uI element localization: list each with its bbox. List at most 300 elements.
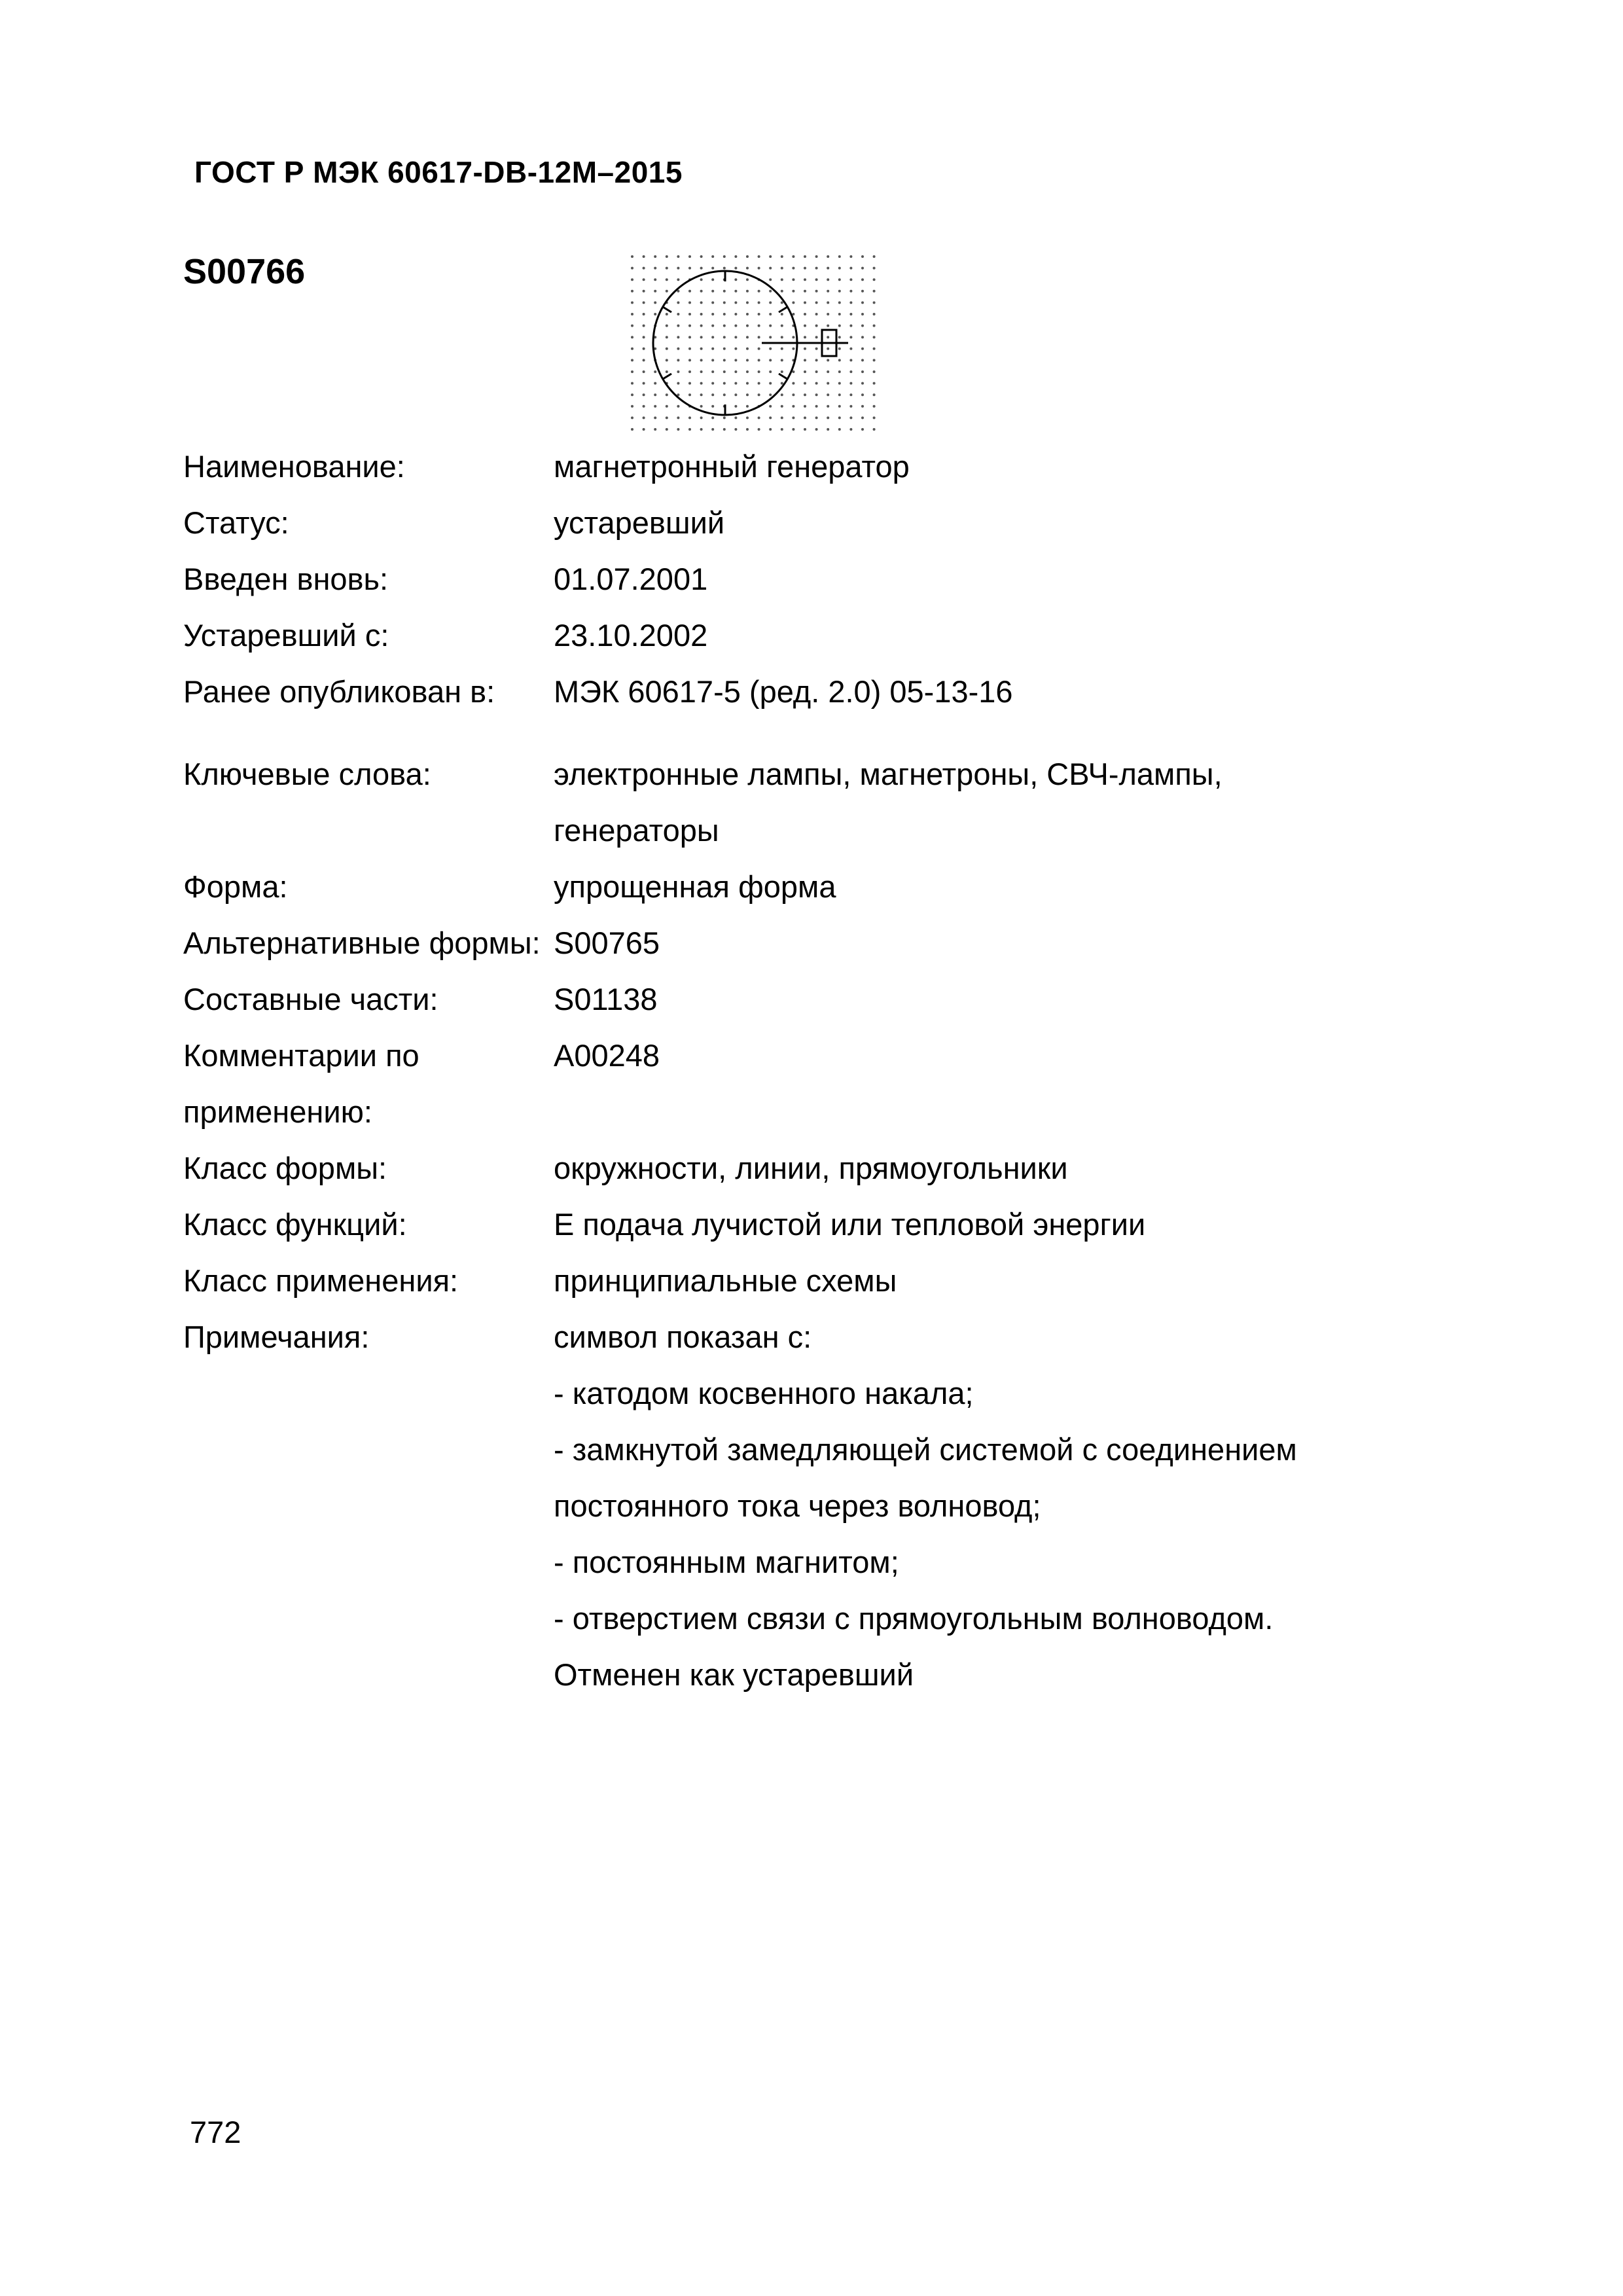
field-row — [183, 915, 1427, 971]
grid-dot — [873, 393, 876, 396]
grid-dot — [849, 255, 852, 258]
grid-dot — [815, 336, 818, 338]
grid-dot — [758, 255, 760, 258]
grid-dot — [781, 382, 783, 385]
grid-dot — [873, 370, 876, 373]
grid-dot — [849, 313, 852, 315]
grid-dot — [849, 370, 852, 373]
grid-dot — [643, 313, 645, 315]
grid-dot — [838, 393, 841, 396]
field-row — [183, 1140, 1427, 1196]
grid-dot — [792, 382, 794, 385]
symbol-id: S00766 — [183, 252, 306, 291]
grid-dot — [838, 359, 841, 361]
grid-dot — [769, 428, 772, 431]
grid-dot — [666, 348, 668, 350]
grid-dot — [861, 348, 864, 350]
grid-dot — [734, 348, 737, 350]
grid-dot — [666, 393, 668, 396]
grid-dot — [873, 278, 876, 281]
grid-dot — [781, 428, 783, 431]
grid-dot — [677, 382, 679, 385]
grid-dot — [677, 267, 679, 270]
grid-dot — [666, 278, 668, 281]
grid-dot — [792, 405, 794, 408]
grid-dot — [643, 359, 645, 361]
grid-dot — [677, 416, 679, 419]
grid-dot — [746, 313, 749, 315]
grid-dot — [792, 278, 794, 281]
field-value — [554, 607, 1427, 664]
grid-dot — [643, 348, 645, 350]
grid-dot — [631, 428, 633, 431]
document-title: ГОСТ Р МЭК 60617-DB-12M–2015 — [194, 155, 683, 189]
grid-dot — [873, 336, 876, 338]
field-value-line: упрощенная форма — [554, 869, 836, 904]
grid-dot — [781, 416, 783, 419]
grid-dot — [677, 313, 679, 315]
grid-dot — [873, 348, 876, 350]
grid-dot — [677, 301, 679, 304]
field-value-line: электронные лампы, магнетроны, СВЧ-лампы, — [554, 757, 1222, 791]
grid-dot — [643, 325, 645, 327]
page-number: 772 — [190, 2115, 241, 2149]
grid-dot — [827, 348, 829, 350]
grid-dot — [792, 290, 794, 293]
grid-dot — [643, 382, 645, 385]
tick-upper-left — [663, 307, 671, 312]
grid-dot — [792, 348, 794, 350]
field-label: Составные части: — [183, 982, 438, 1016]
grid-dot — [792, 255, 794, 258]
grid-dot — [688, 370, 691, 373]
grid-dot — [827, 313, 829, 315]
grid-dot — [711, 359, 714, 361]
field-value-line: устаревший — [554, 505, 725, 540]
grid-dot — [746, 325, 749, 327]
grid-dot — [688, 382, 691, 385]
grid-dot — [861, 359, 864, 361]
grid-dot — [804, 393, 806, 396]
field-row — [183, 1253, 1427, 1309]
grid-dot — [815, 325, 818, 327]
grid-dot — [654, 393, 656, 396]
grid-dot — [711, 278, 714, 281]
grid-dot — [643, 255, 645, 258]
grid-dot — [711, 267, 714, 270]
grid-dot — [654, 278, 656, 281]
grid-dot — [700, 336, 703, 338]
grid-dot — [666, 405, 668, 408]
grid-dot — [666, 336, 668, 338]
grid-dot — [815, 416, 818, 419]
field-value — [554, 1140, 1427, 1196]
grid-dot — [688, 290, 691, 293]
grid-dot — [838, 313, 841, 315]
grid-dot — [838, 428, 841, 431]
field-value-line: символ показан с: — [554, 1319, 812, 1354]
grid-dot — [711, 348, 714, 350]
grid-dot — [746, 382, 749, 385]
field-row — [183, 859, 1427, 915]
grid-dot — [827, 255, 829, 258]
grid-dot — [688, 267, 691, 270]
grid-dot — [654, 416, 656, 419]
grid-dot — [827, 301, 829, 304]
magnetron-generator-symbol-icon — [626, 250, 881, 437]
grid-dot — [861, 290, 864, 293]
grid-dot — [723, 382, 726, 385]
grid-dot — [849, 290, 852, 293]
grid-dot — [804, 255, 806, 258]
grid-dot — [711, 313, 714, 315]
grid-dot — [861, 325, 864, 327]
grid-dot — [769, 278, 772, 281]
grid-dot — [804, 267, 806, 270]
grid-dot — [758, 313, 760, 315]
field-value — [554, 1253, 1427, 1309]
grid-dot — [861, 267, 864, 270]
grid-dot — [666, 325, 668, 327]
field-value — [554, 1309, 1427, 1703]
grid-dot — [643, 290, 645, 293]
field-label: Введен вновь: — [183, 562, 389, 596]
grid-dot — [723, 359, 726, 361]
grid-dot — [711, 405, 714, 408]
grid-dot — [746, 416, 749, 419]
grid-dot — [666, 416, 668, 419]
grid-dot — [734, 290, 737, 293]
grid-dot — [838, 370, 841, 373]
grid-dot — [677, 325, 679, 327]
grid-dot — [758, 267, 760, 270]
grid-dot — [711, 382, 714, 385]
grid-dot — [723, 267, 726, 270]
grid-dot — [827, 405, 829, 408]
grid-dot — [873, 416, 876, 419]
grid-dot — [849, 336, 852, 338]
grid-dot — [711, 416, 714, 419]
field-row — [183, 1196, 1427, 1253]
field-label: Ранее опубликован в: — [183, 674, 495, 709]
grid-dot — [734, 370, 737, 373]
grid-dot — [734, 313, 737, 315]
grid-dot — [677, 359, 679, 361]
grid-dot — [827, 393, 829, 396]
grid-dot — [631, 290, 633, 293]
grid-dot — [723, 336, 726, 338]
grid-dot — [631, 313, 633, 315]
grid-dot — [734, 405, 737, 408]
grid-dot — [734, 428, 737, 431]
grid-dot — [688, 416, 691, 419]
grid-dot — [631, 278, 633, 281]
grid-dot — [711, 290, 714, 293]
field-label: Класс функций: — [183, 1207, 407, 1242]
grid-dot — [861, 278, 864, 281]
grid-dot — [781, 278, 783, 281]
field-label: Альтернативные формы: — [183, 925, 541, 960]
grid-dot — [838, 325, 841, 327]
field-value — [554, 664, 1427, 720]
grid-dot — [688, 255, 691, 258]
field-row — [183, 971, 1427, 1028]
field-label: Наименование: — [183, 449, 405, 484]
grid-dot — [861, 428, 864, 431]
field-value — [554, 439, 1427, 495]
grid-dot — [804, 290, 806, 293]
field-value-line: принципиальные схемы — [554, 1263, 897, 1298]
grid-dot — [861, 313, 864, 315]
grid-dot — [792, 336, 794, 338]
grid-dot — [769, 416, 772, 419]
grid-dot — [700, 416, 703, 419]
grid-dot — [746, 336, 749, 338]
grid-dot — [631, 348, 633, 350]
field-value-line: - катодом косвенного накала; — [554, 1376, 974, 1410]
field-row — [183, 495, 1427, 551]
grid-dot — [758, 416, 760, 419]
grid-dot — [861, 255, 864, 258]
field-row — [183, 1309, 1427, 1703]
grid-dot — [631, 336, 633, 338]
grid-dot — [746, 370, 749, 373]
grid-dot — [734, 359, 737, 361]
grid-dot — [804, 348, 806, 350]
grid-dot — [873, 267, 876, 270]
grid-dot — [654, 405, 656, 408]
grid-dot — [838, 382, 841, 385]
grid-dot — [666, 370, 668, 373]
grid-dot — [781, 313, 783, 315]
grid-dot — [804, 382, 806, 385]
grid-dot — [723, 348, 726, 350]
grid-dot — [838, 301, 841, 304]
grid-dot — [734, 325, 737, 327]
grid-dot — [631, 393, 633, 396]
grid-dot — [734, 336, 737, 338]
field-label: Комментарии по применению: — [183, 1038, 419, 1129]
grid-dot — [631, 382, 633, 385]
grid-dot — [792, 267, 794, 270]
grid-dot — [815, 382, 818, 385]
grid-dot — [758, 348, 760, 350]
grid-dot — [746, 393, 749, 396]
grid-dot — [873, 255, 876, 258]
grid-dot — [654, 301, 656, 304]
grid-dot — [654, 290, 656, 293]
field-value-line: 23.10.2002 — [554, 618, 708, 653]
tick-upper-right — [779, 307, 787, 312]
grid-dot — [734, 278, 737, 281]
grid-dot — [781, 405, 783, 408]
grid-dot — [815, 370, 818, 373]
grid-dot — [631, 359, 633, 361]
grid-dot — [838, 348, 841, 350]
grid-dot — [838, 290, 841, 293]
grid-dot — [849, 267, 852, 270]
grid-dot — [758, 290, 760, 293]
grid-dot — [804, 325, 806, 327]
grid-dot — [723, 325, 726, 327]
grid-dot — [677, 336, 679, 338]
grid-dot — [838, 336, 841, 338]
grid-dot — [838, 405, 841, 408]
grid-dot — [700, 278, 703, 281]
grid-dot — [827, 428, 829, 431]
grid-dot — [700, 382, 703, 385]
field-value-line: 01.07.2001 — [554, 562, 708, 596]
grid-dot — [769, 267, 772, 270]
grid-dot — [815, 255, 818, 258]
grid-dot — [849, 416, 852, 419]
grid-dot — [827, 336, 829, 338]
grid-dot — [815, 359, 818, 361]
grid-dot — [723, 428, 726, 431]
grid-dot — [746, 278, 749, 281]
grid-dot — [746, 428, 749, 431]
grid-dot — [781, 336, 783, 338]
grid-dot — [769, 290, 772, 293]
grid-dot — [711, 428, 714, 431]
grid-dot — [781, 267, 783, 270]
grid-dot — [711, 325, 714, 327]
grid-dot — [723, 393, 726, 396]
grid-dot — [677, 348, 679, 350]
grid-dot — [643, 428, 645, 431]
grid-dot — [861, 301, 864, 304]
grid-dot — [873, 290, 876, 293]
grid-dot — [792, 393, 794, 396]
grid-dot — [654, 255, 656, 258]
grid-dot — [631, 267, 633, 270]
grid-dot — [643, 267, 645, 270]
grid-dot — [666, 255, 668, 258]
grid-dot — [849, 359, 852, 361]
grid-dot — [700, 405, 703, 408]
grid-dot — [758, 393, 760, 396]
grid-dot — [804, 428, 806, 431]
grid-dot — [734, 393, 737, 396]
grid-dot — [688, 325, 691, 327]
grid-dot — [815, 313, 818, 315]
grid-dot — [849, 393, 852, 396]
grid-dot — [688, 359, 691, 361]
grid-dot — [700, 348, 703, 350]
grid-dot — [769, 325, 772, 327]
grid-dot — [711, 393, 714, 396]
grid-dot — [849, 428, 852, 431]
grid-dot — [677, 278, 679, 281]
grid-dot — [677, 428, 679, 431]
grid-dot — [827, 370, 829, 373]
field-row — [183, 607, 1427, 664]
grid-dot — [723, 416, 726, 419]
field-label: Примечания: — [183, 1319, 370, 1354]
grid-dot — [861, 405, 864, 408]
grid-dot — [815, 393, 818, 396]
grid-dot — [804, 278, 806, 281]
grid-dot — [711, 301, 714, 304]
grid-dot — [688, 428, 691, 431]
field-list — [183, 439, 1427, 1703]
grid-dot — [873, 405, 876, 408]
grid-dot — [746, 348, 749, 350]
grid-dot — [758, 336, 760, 338]
grid-dot — [827, 278, 829, 281]
grid-dot — [631, 416, 633, 419]
grid-dot — [769, 405, 772, 408]
field-value-line: МЭК 60617-5 (ред. 2.0) 05-13-16 — [554, 674, 1013, 709]
grid-dot — [873, 313, 876, 315]
grid-dot — [815, 290, 818, 293]
grid-dot — [804, 370, 806, 373]
grid-dot — [769, 255, 772, 258]
field-label: Класс формы: — [183, 1151, 387, 1185]
grid-dot — [734, 301, 737, 304]
grid-dot — [804, 336, 806, 338]
grid-dot — [838, 267, 841, 270]
field-value — [554, 1028, 1427, 1140]
grid-dot — [688, 336, 691, 338]
grid-dot — [643, 278, 645, 281]
grid-dot — [792, 301, 794, 304]
field-value-line: S01138 — [554, 982, 658, 1016]
grid-dot — [677, 370, 679, 373]
grid-dot — [769, 348, 772, 350]
grid-dot — [827, 382, 829, 385]
grid-dot — [769, 382, 772, 385]
grid-dot — [769, 370, 772, 373]
grid-dot — [781, 359, 783, 361]
field-value-line: A00248 — [554, 1038, 660, 1073]
grid-dot — [861, 370, 864, 373]
grid-dot — [838, 255, 841, 258]
grid-dot — [849, 278, 852, 281]
grid-dot — [746, 290, 749, 293]
grid-dot — [666, 428, 668, 431]
grid-dot — [654, 313, 656, 315]
grid-dot — [711, 370, 714, 373]
field-row — [183, 746, 1427, 859]
field-value-line: - замкнутой замедляющей системой с соединением — [554, 1432, 1297, 1467]
grid-dot — [654, 267, 656, 270]
grid-dot — [815, 301, 818, 304]
grid-dot — [688, 348, 691, 350]
field-value-line: магнетронный генератор — [554, 449, 910, 484]
grid-dot — [781, 301, 783, 304]
grid-dot — [758, 382, 760, 385]
grid-dot — [873, 382, 876, 385]
grid-dot — [723, 313, 726, 315]
grid-dot — [723, 370, 726, 373]
grid-dot — [758, 301, 760, 304]
grid-dot — [631, 301, 633, 304]
grid-dot — [769, 359, 772, 361]
grid-dot — [666, 267, 668, 270]
grid-dot — [861, 382, 864, 385]
grid-dot — [849, 405, 852, 408]
grid-dot — [711, 336, 714, 338]
grid-dot — [849, 325, 852, 327]
grid-dot — [861, 336, 864, 338]
field-value-line: постоянного тока через волновод; — [554, 1488, 1041, 1523]
grid-dot — [700, 393, 703, 396]
grid-dot — [643, 405, 645, 408]
field-value-line: S00765 — [554, 925, 660, 960]
grid-dot — [688, 313, 691, 315]
grid-dot — [700, 301, 703, 304]
